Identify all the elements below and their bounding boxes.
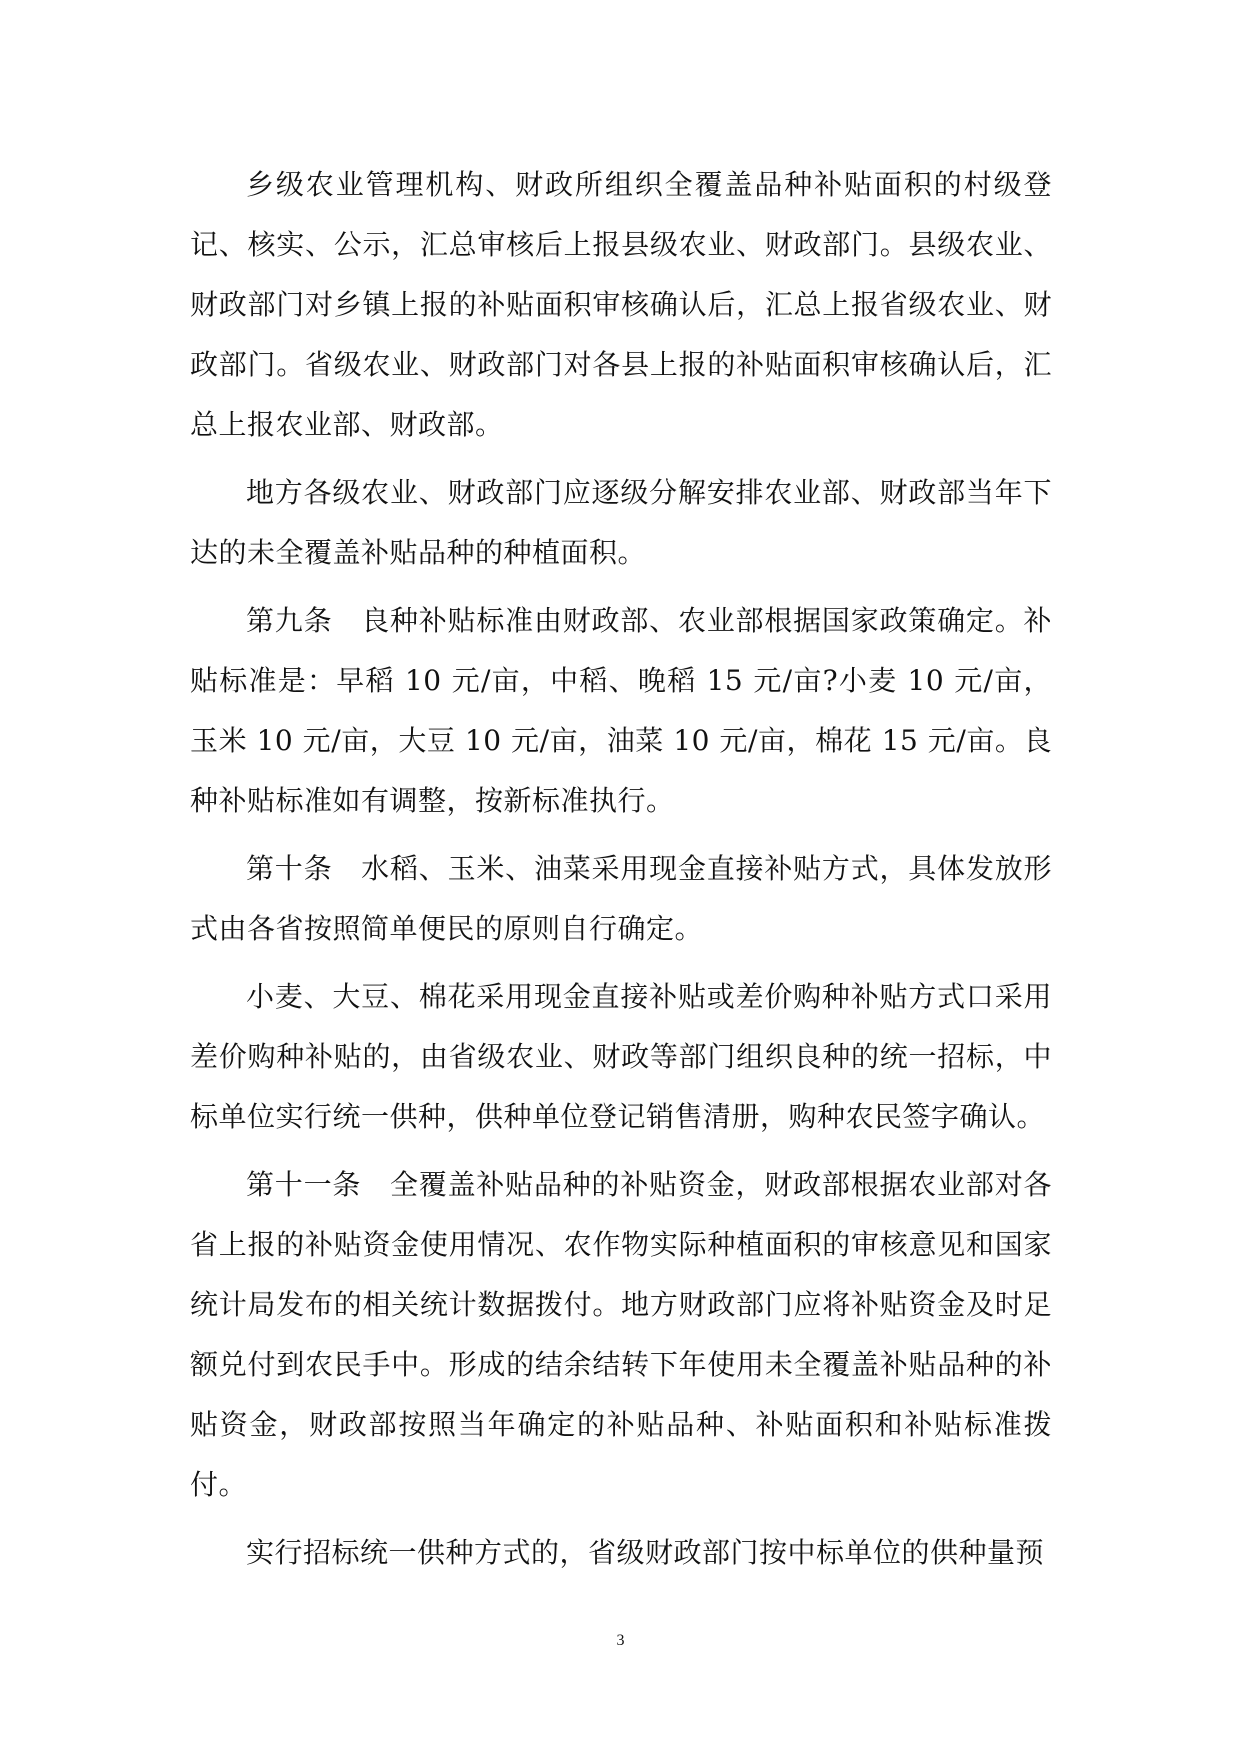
paragraph-2: 地方各级农业、财政部门应逐级分解安排农业部、财政部当年下达的未全覆盖补贴品种的种植面积。 [190, 476, 1052, 569]
paragraph-1: 乡级农业管理机构、财政所组织全覆盖品种补贴面积的村级登记、核实、公示，汇总审核后上报县级农业、财政部门。县级农业、财政部门对乡镇上报的补贴面积审核确认后，汇总上报省级农业、财政部门。省级农业、财政部门对各县上报的补贴面积审核确认后，汇总上报农业部、财政部。 [190, 168, 1052, 441]
paragraph-article-9: 第九条 良种补贴标准由财政部、农业部根据国家政策确定。补贴标准是：早稻 10 元/亩，中稻、晚稻 15 元/亩?小麦 10 元/亩，玉米 10 元/亩，大豆 10 元/亩，油菜 10 元/亩，棉花 15 元/亩。良种补贴标准如有调整，按新标准执行。 [190, 604, 1052, 817]
paragraph-article-10: 第十条 水稻、玉米、油菜采用现金直接补贴方式，具体发放形式由各省按照简单便民的原则自行确定。 [190, 852, 1052, 945]
paragraph-5: 小麦、大豆、棉花采用现金直接补贴或差价购种补贴方式口采用差价购种补贴的，由省级农业、财政等部门组织良种的统一招标，中标单位实行统一供种，供种单位登记销售清册，购种农民签字确认。 [190, 980, 1052, 1133]
paragraph-7: 实行招标统一供种方式的，省级财政部门按中标单位的供种量预 [246, 1536, 1045, 1569]
paragraph-article-11: 第十一条 全覆盖补贴品种的补贴资金，财政部根据农业部对各省上报的补贴资金使用情况、农作物实际种植面积的审核意见和国家统计局发布的相关统计数据拨付。地方财政部门应将补贴资金及时足额兑付到农民手中。形成的结余结转下年使用未全覆盖补贴品种的补贴资金，财政部按照当年确定的补贴品种、补贴面积和补贴标准拨付。 [190, 1168, 1052, 1501]
page-number: 3 [616, 1632, 625, 1649]
body-text [190, 155, 1052, 1591]
